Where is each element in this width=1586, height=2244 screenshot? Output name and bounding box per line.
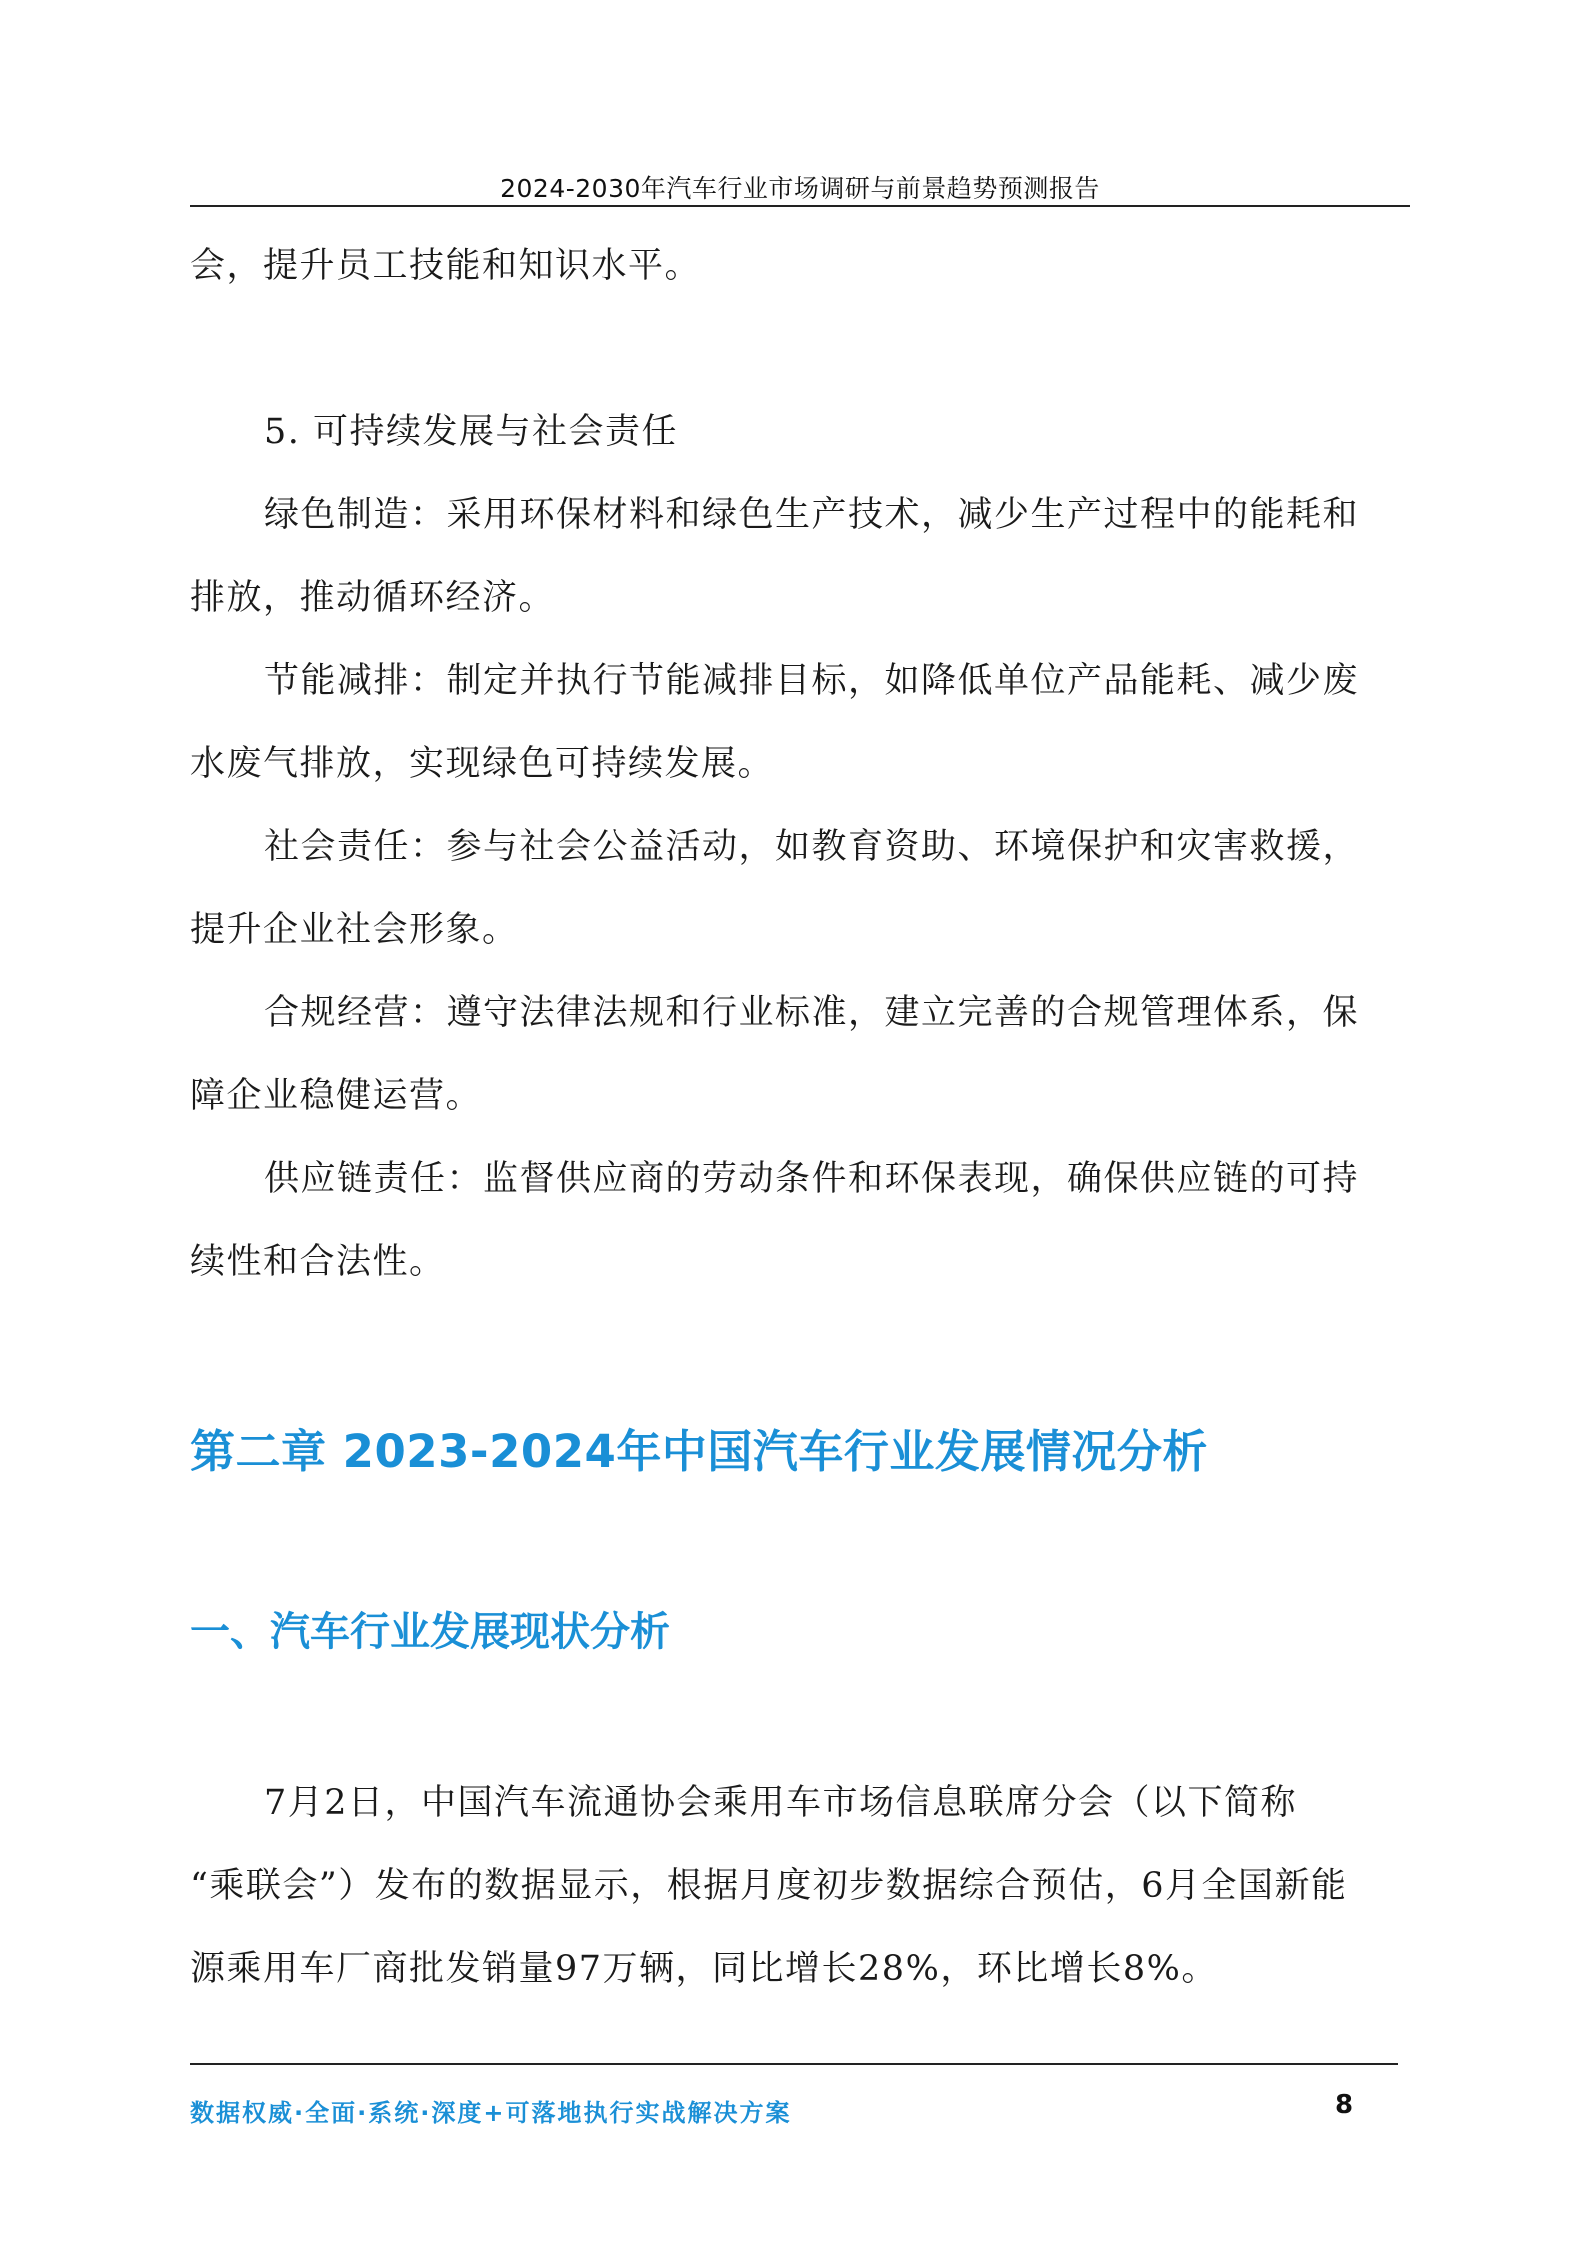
paragraph-green-manufacturing-line2: 排放，推动循环经济。 [190, 578, 556, 618]
page-header [190, 165, 1410, 207]
section-heading: 一、汽车行业发展现状分析 [190, 1609, 670, 1655]
chapter-heading: 第二章 2023-2024年中国汽车行业发展情况分析 [190, 1425, 1208, 1478]
body-top [190, 225, 1410, 1304]
paragraph-supply-chain-line2: 续性和合法性。 [190, 1242, 446, 1282]
footer-slogan: 数据权威·全面·系统·深度+可落地执行实战解决方案 [190, 2099, 792, 2127]
footer-divider [190, 2063, 1398, 2065]
continuation-text: 会，提升员工技能和知识水平。 [190, 246, 702, 286]
body-paragraph-line3: 源乘用车厂商批发销量97万辆，同比增长28%，环比增长8%。 [190, 1949, 1218, 1989]
paragraph-energy-saving-line2: 水废气排放，实现绿色可持续发展。 [190, 744, 775, 784]
paragraph-energy-saving-line1: 节能减排：制定并执行节能减排目标，如降低单位产品能耗、减少废 [264, 661, 1360, 701]
paragraph-gap [190, 308, 1410, 391]
paragraph-supply-chain-line1: 供应链责任：监督供应商的劳动条件和环保表现，确保供应链的可持 [264, 1159, 1360, 1199]
paragraph-compliance-line2: 障企业稳健运营。 [190, 1076, 483, 1116]
body-paragraph-line1: 7月2日，中国汽车流通协会乘用车市场信息联席分会（以下简称 [264, 1783, 1298, 1823]
paragraph-compliance-line1: 合规经营：遵守法律法规和行业标准，建立完善的合规管理体系，保 [264, 993, 1360, 1033]
page-number: 8 [1335, 2090, 1354, 2120]
paragraph-green-manufacturing-line1: 绿色制造：采用环保材料和绿色生产技术，减少生产过程中的能耗和 [264, 495, 1360, 535]
body-paragraph-line2: “乘联会”）发布的数据显示，根据月度初步数据综合预估，6月全国新能 [190, 1866, 1348, 1906]
body-bottom [190, 1762, 1410, 2011]
report-title: 2024-2030年汽车行业市场调研与前景趋势预测报告 [500, 174, 1100, 203]
subsection-heading: 5. 可持续发展与社会责任 [264, 412, 679, 452]
paragraph-social-responsibility-line2: 提升企业社会形象。 [190, 910, 519, 950]
paragraph-social-responsibility-line1: 社会责任：参与社会公益活动，如教育资助、环境保护和灾害救援， [264, 827, 1360, 867]
